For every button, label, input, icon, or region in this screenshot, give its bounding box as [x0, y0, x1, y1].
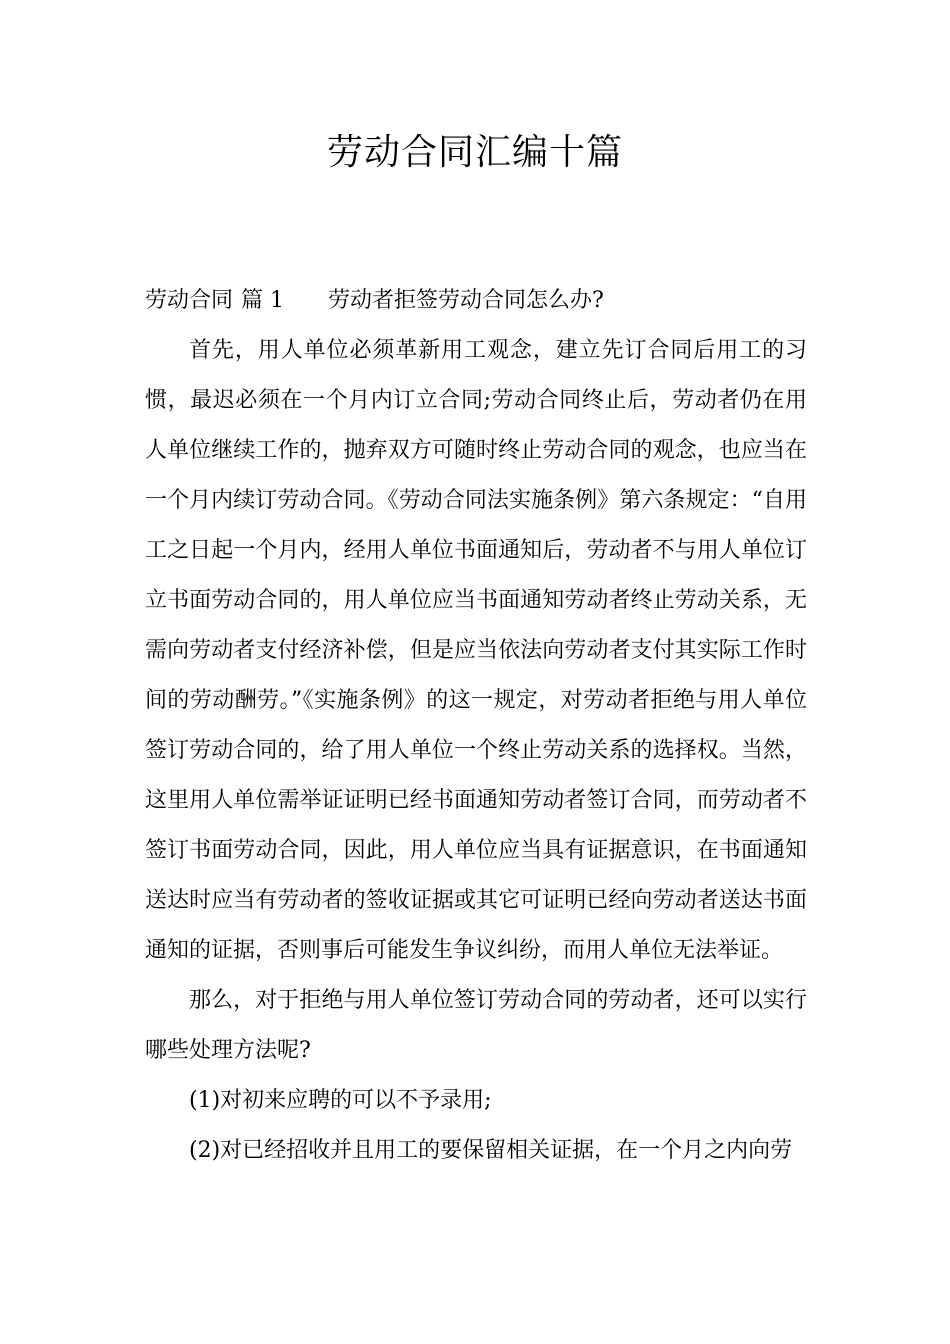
section-heading	[145, 276, 807, 326]
section-label: 劳动合同	[145, 288, 234, 313]
document-title: 劳动合同汇编十篇	[326, 132, 623, 173]
section-number: 篇 1	[241, 288, 285, 313]
paragraph-1: 首先，用人单位必须革新用工观念，建立先订合同后用工的习惯，最迟必须在一个月内订立合同;劳动合同终止后，劳动者仍在用人单位继续工作的，抛弃双方可随时终止劳动合同的观念，也应当在一个月内续订劳动合同。《劳动合同法实施条例》第六条规定：“自用工之日起一个月内，经用人单位书面通知后，劳动者不与用人单位订立书面劳动合同的，用人单位应当书面通知劳动者终止劳动关系，无需向劳动者支付经济补偿，但是应当依法向劳动者支付其实际工作时间的劳动酬劳。”《实施条例》的这一规定，对劳动者拒绝与用人单位签订劳动合同的，给了用人单位一个终止劳动关系的选择权。当然，这里用人单位需举证证明已经书面通知劳动者签订合同，而劳动者不签订书面劳动合同，因此，用人单位应当具有证据意识，在书面通知送达时应当有劳动者的签收证据或其它可证明已经向劳动者送达书面通知的证据，否则事后可能发生争议纠纷，而用人单位无法举证。	[145, 338, 807, 963]
document-body	[145, 276, 807, 1176]
section-question: 劳动者拒签劳动合同怎么办?	[328, 288, 604, 313]
list-item-1: (1)对初来应聘的可以不予录用;	[189, 1088, 492, 1113]
paragraph-2: 那么，对于拒绝与用人单位签订劳动合同的劳动者，还可以实行哪些处理方法呢?	[145, 988, 807, 1063]
list-item-2: (2)对已经招收并且用工的要保留相关证据，在一个月之内向劳	[189, 1138, 793, 1163]
